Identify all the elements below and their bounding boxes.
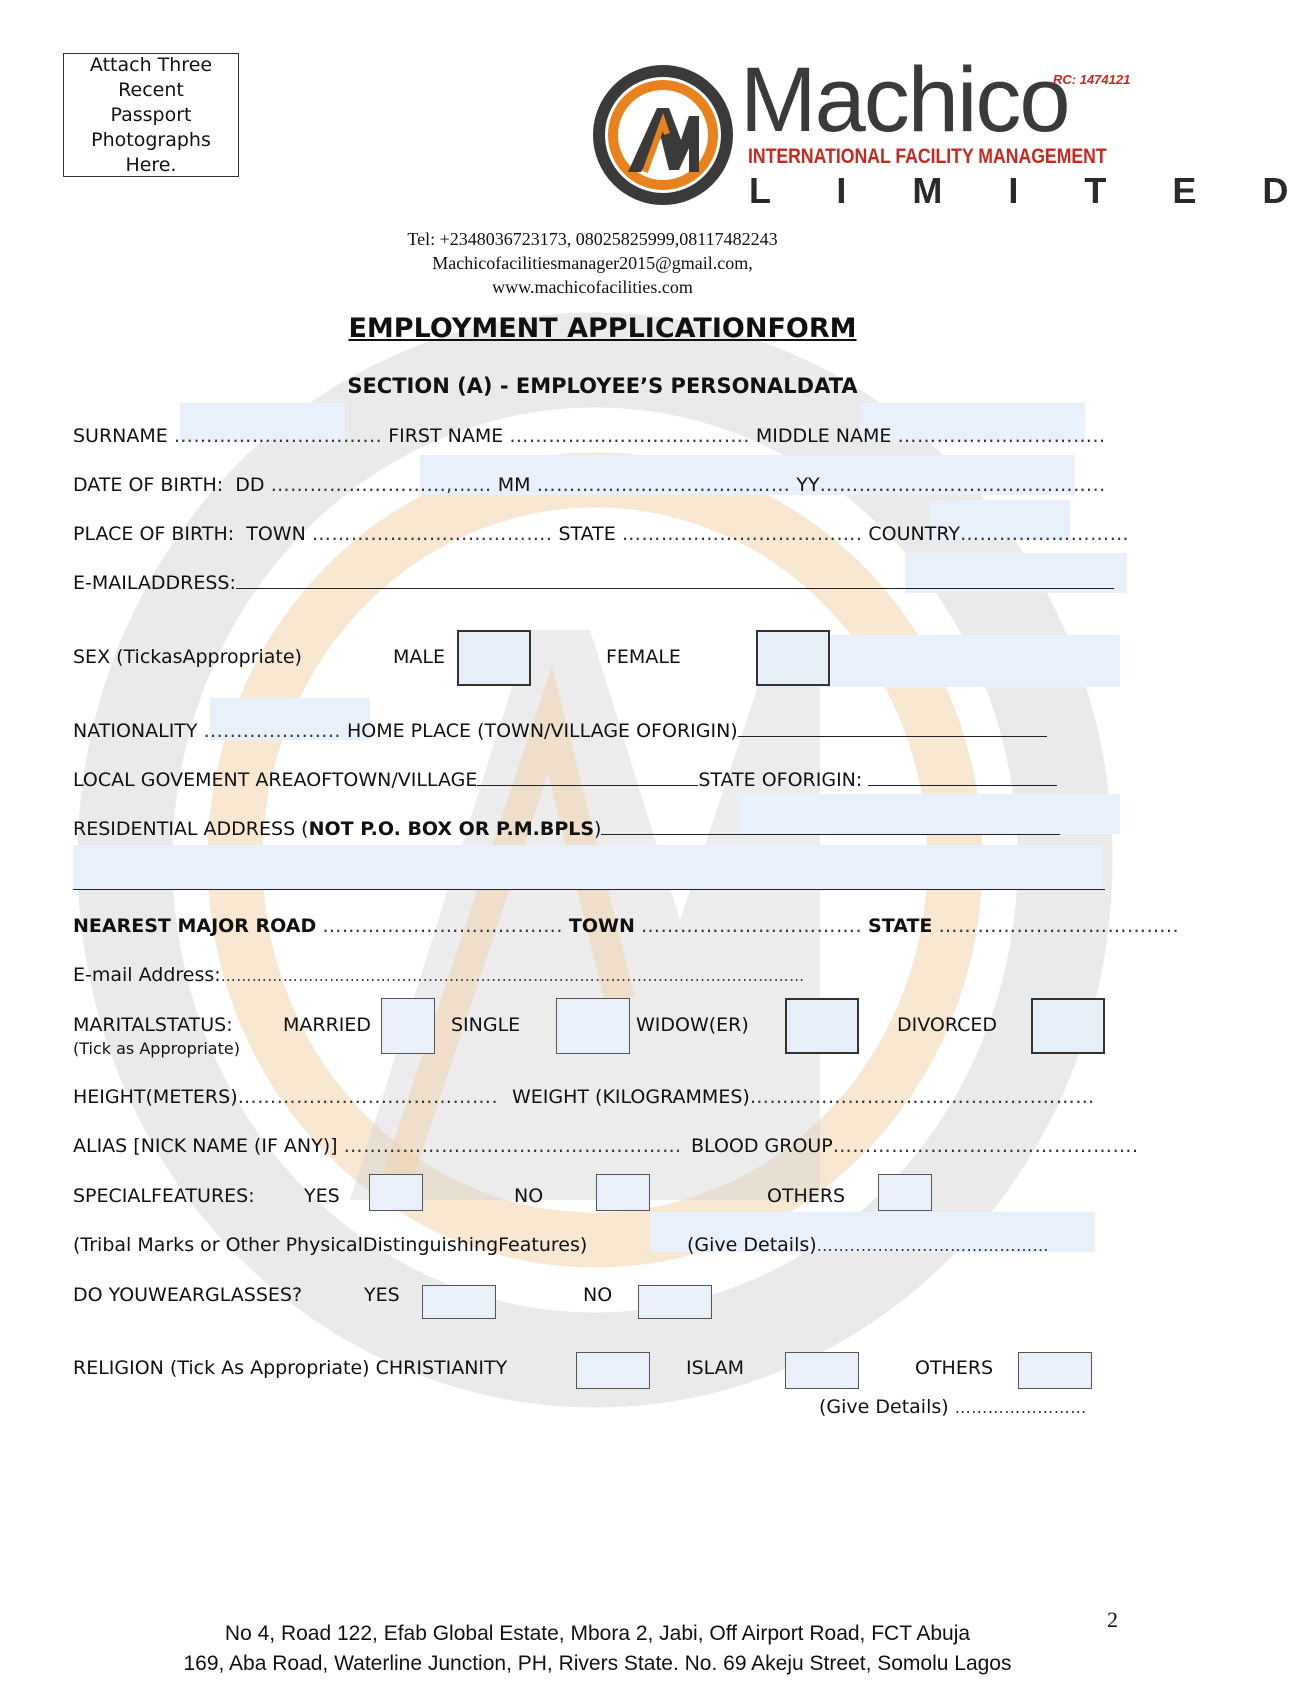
religion-others-checkbox[interactable] xyxy=(1018,1352,1092,1389)
nationality-row xyxy=(73,722,1047,741)
widow-label: WIDOW(ER) xyxy=(636,1014,749,1036)
pob-label: PLACE OF BIRTH: xyxy=(73,523,235,545)
islam-label: ISLAM xyxy=(686,1357,745,1379)
male-checkbox[interactable] xyxy=(457,630,531,686)
religion-details-label: (Give Details) xyxy=(819,1396,949,1418)
form-title: EMPLOYMENT APPLICATIONFORM xyxy=(348,313,857,344)
address-label: RESIDENTIAL ADDRESS ( xyxy=(73,818,309,840)
address-label-close: ) xyxy=(594,818,602,840)
special-others-checkbox[interactable] xyxy=(878,1174,932,1211)
pob-row xyxy=(73,525,1129,544)
pob-town-field[interactable]: ………………………………. xyxy=(311,523,553,545)
special-yes-label: YES xyxy=(304,1185,340,1207)
blood-label: BLOOD GROUP xyxy=(691,1135,833,1157)
female-label: FEMALE xyxy=(606,646,681,668)
sex-label: SEX (TickasAppropriate) xyxy=(73,646,302,668)
road-field[interactable]: ………………………………. xyxy=(322,915,563,937)
islam-checkbox[interactable] xyxy=(785,1352,859,1389)
weight-label: WEIGHT (KILOGRAMMES) xyxy=(512,1086,750,1108)
glasses-yes-checkbox[interactable] xyxy=(422,1285,496,1319)
glasses-no-checkbox[interactable] xyxy=(638,1285,712,1319)
lga-row xyxy=(73,771,1057,790)
surname-field[interactable]: ……………….....……... xyxy=(173,425,383,447)
give-details-label: (Give Details) xyxy=(687,1234,817,1256)
alias-label: ALIAS [NICK NAME (IF ANY)] xyxy=(73,1135,338,1157)
sex-row xyxy=(73,648,302,667)
first-name-field[interactable]: ………………………………. xyxy=(509,425,750,447)
widow-checkbox[interactable] xyxy=(785,998,859,1054)
divorced-label: DIVORCED xyxy=(897,1014,998,1036)
address-field-line2[interactable] xyxy=(73,889,1105,890)
special-yes-checkbox[interactable] xyxy=(369,1174,423,1211)
pob-state-label: STATE xyxy=(558,523,616,545)
road-row xyxy=(73,917,1179,936)
religion-details-row xyxy=(819,1398,1087,1417)
address-field[interactable] xyxy=(601,833,1060,835)
road-state-field[interactable]: ……………..……………….. xyxy=(938,915,1180,937)
home-place-label: HOME PLACE (TOWN/VILLAGE OFORIGIN) xyxy=(346,720,738,742)
logo-emblem-icon xyxy=(583,60,743,210)
email2-field[interactable]: ……………………………........................………………............................……… xyxy=(220,967,805,985)
photo-instruction: Attach Three Recent Passport Photographs Here. xyxy=(89,53,213,176)
height-label: HEIGHT(METERS) xyxy=(73,1086,238,1108)
marital-label: MARITALSTATUS: xyxy=(73,1014,233,1036)
first-name-label: FIRST NAME xyxy=(388,425,504,447)
road-town-field[interactable]: ……………………………. xyxy=(640,915,862,937)
single-checkbox[interactable] xyxy=(556,998,630,1054)
dob-label: DATE OF BIRTH: xyxy=(73,474,224,496)
special-label: SPECIALFEATURES: xyxy=(73,1185,255,1207)
passport-photo-box[interactable] xyxy=(63,53,239,177)
address-note: NOT P.O. BOX OR P.M.BPLS xyxy=(308,818,595,840)
home-place-field[interactable] xyxy=(738,735,1047,737)
email-field[interactable] xyxy=(236,587,1114,589)
section-title: SECTION (A) - EMPLOYEE’S PERSONALDATA xyxy=(347,374,858,398)
dob-row xyxy=(73,476,1106,495)
surname-label: SURNAME xyxy=(73,425,168,447)
weight-field[interactable]: ……………………………...........……… xyxy=(749,1086,1095,1108)
alias-row xyxy=(73,1137,682,1156)
email2-label: E-mail Address: xyxy=(73,964,221,986)
company-logo xyxy=(583,49,1316,211)
email2-row xyxy=(73,966,805,985)
weight-row xyxy=(512,1088,1095,1107)
footer-address-2: 169, Aba Road, Waterline Junction, PH, Rivers State. No. 69 Akeju Street, Somolu Lagos xyxy=(183,1652,1012,1675)
email-label: E-MAILADDRESS: xyxy=(73,572,236,594)
religion-details-field[interactable]: …………………… xyxy=(954,1398,1087,1417)
special-others-label: OTHERS xyxy=(767,1185,846,1207)
give-details-row xyxy=(687,1236,1049,1255)
female-checkbox[interactable] xyxy=(756,630,830,686)
glasses-label: DO YOUWEARGLASSES? xyxy=(73,1284,303,1306)
nationality-label: NATIONALITY xyxy=(73,720,198,742)
page-number: 2 xyxy=(1107,1607,1118,1632)
divorced-checkbox[interactable] xyxy=(1031,998,1105,1054)
state-origin-field[interactable] xyxy=(868,784,1057,786)
special-no-checkbox[interactable] xyxy=(596,1174,650,1211)
height-field[interactable]: …………….........……………. xyxy=(237,1086,499,1108)
alias-field[interactable]: ……………………….…………………… xyxy=(343,1135,682,1157)
logo-rc-number: RC: 1474121 xyxy=(1053,72,1131,87)
footer-address-1: No 4, Road 122, Efab Global Estate, Mbora 2, Jabi, Off Airport Road, FCT Abuja xyxy=(224,1622,971,1645)
married-checkbox[interactable] xyxy=(381,998,435,1054)
blood-field[interactable]: ……………………....………………. xyxy=(832,1135,1139,1157)
pob-country-label: COUNTRY xyxy=(868,523,960,545)
road-label: NEAREST MAJOR ROAD xyxy=(73,915,317,937)
nationality-field[interactable]: ..................... xyxy=(203,720,341,742)
glasses-yes-label: YES xyxy=(364,1284,400,1306)
pob-country-field[interactable]: ……….....………… xyxy=(959,523,1130,545)
middle-name-field[interactable]: ………………………….. xyxy=(897,425,1106,447)
religion-label: RELIGION (Tick As Appropriate) CHRISTIANITY xyxy=(73,1357,508,1379)
religion-others-label: OTHERS xyxy=(915,1357,994,1379)
single-label: SINGLE xyxy=(451,1014,521,1036)
contact-website[interactable]: www.machicofacilities.com xyxy=(492,277,693,297)
middle-name-label: MIDDLE NAME xyxy=(755,425,892,447)
pob-town-label: TOWN xyxy=(246,523,306,545)
logo-wordmark: Machico xyxy=(740,49,1069,151)
road-state-label: STATE xyxy=(868,915,933,937)
tribal-label: (Tribal Marks or Other PhysicalDistinguishingFeatures) xyxy=(73,1234,588,1256)
male-label: MALE xyxy=(393,646,445,668)
yy-label: YY xyxy=(796,474,820,496)
contact-email[interactable]: Machicofacilitiesmanager2015@gmail.com, xyxy=(432,253,753,273)
email-row xyxy=(73,574,1114,593)
lga-label: LOCAL GOVEMENT AREAOFTOWN/VILLAGE xyxy=(73,769,478,791)
logo-limited: L I M I T E D xyxy=(749,170,1316,211)
name-row xyxy=(73,427,1106,446)
glasses-no-label: NO xyxy=(583,1284,613,1306)
marital-sub: (Tick as Appropriate) xyxy=(73,1039,240,1058)
dd-field[interactable]: ……………………...,…… xyxy=(270,474,492,496)
logo-subtitle: INTERNATIONAL FACILITY MANAGEMENT xyxy=(748,145,1107,168)
lga-field[interactable] xyxy=(477,784,698,786)
state-origin-label: STATE OFORIGIN: xyxy=(698,769,863,791)
married-label: MARRIED xyxy=(283,1014,372,1036)
contact-tel: Tel: +2348036723173, 08025825999,08117482243 xyxy=(407,229,778,249)
special-no-label: NO xyxy=(514,1185,544,1207)
address-row xyxy=(73,820,1060,839)
mm-label: MM xyxy=(497,474,531,496)
pob-state-field[interactable]: ………………………………. xyxy=(621,523,863,545)
yy-field[interactable]: …………………………………….. xyxy=(819,474,1106,496)
mm-field[interactable]: ………………......…………… xyxy=(536,474,791,496)
blood-row xyxy=(691,1137,1138,1156)
christianity-checkbox[interactable] xyxy=(576,1352,650,1389)
road-town-label: TOWN xyxy=(568,915,635,937)
height-row xyxy=(73,1088,498,1107)
give-details-field[interactable]: ……...............………………… xyxy=(816,1236,1049,1255)
dd-label: DD xyxy=(235,474,265,496)
